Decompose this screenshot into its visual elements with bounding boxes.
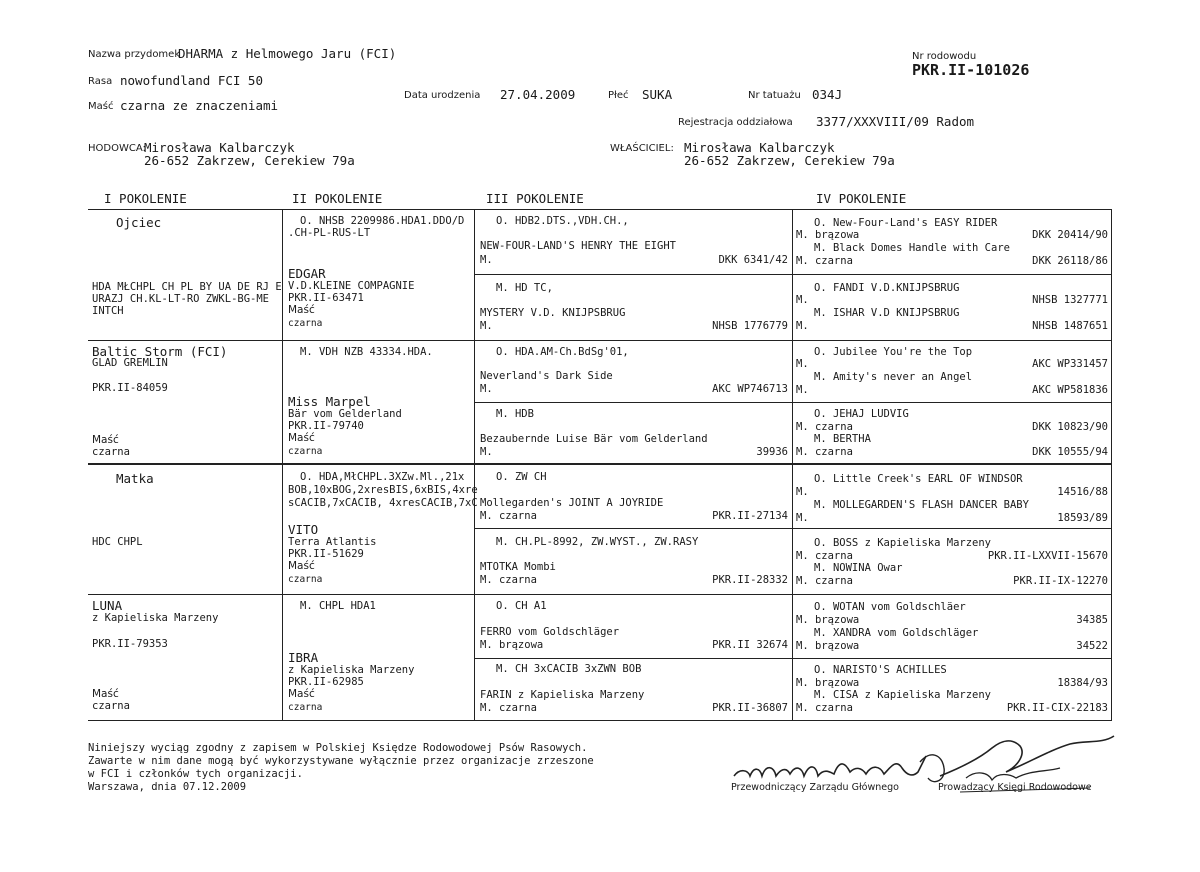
tattoo-value: 034J — [812, 87, 843, 102]
gen3-reg: PKR.II-28332 — [712, 574, 788, 586]
owner-name: Mirosława Kalbarczyk — [684, 140, 835, 155]
pedigree-no-label: Nr rodowodu — [912, 51, 977, 62]
gen4-sire-reg: 18384/93 — [1057, 677, 1108, 689]
footer-line-4: Warszawa, dnia 07.12.2009 — [88, 781, 247, 793]
mother-name: LUNA — [92, 598, 123, 613]
gen4-dam-name: M. ISHAR V.D KNIJPSBRUG — [814, 307, 960, 319]
gen3-reg: PKR.II 32674 — [712, 639, 788, 651]
signature-label-chairman: Przewodniczący Zarządu Głównego — [731, 782, 899, 793]
gen4-sire-reg: 14516/88 — [1057, 486, 1108, 498]
gen3-color: M. czarna — [480, 702, 537, 714]
father-titles-3: INTCH — [92, 305, 124, 317]
gen4-dam-color: M. czarna — [796, 255, 853, 267]
gen4-sire-name: O. New-Four-Land's EASY RIDER — [814, 217, 998, 229]
birth-label: Data urodzenia — [404, 90, 481, 101]
tattoo-label: Nr tatuażu — [748, 90, 801, 101]
gen3-titles: O. HDB2.DTS.,VDH.CH., — [496, 215, 629, 227]
gen3-name: MYSTERY V.D. KNIJPSBRUG — [480, 307, 626, 319]
father-name: Baltic Storm (FCI) — [92, 344, 228, 359]
gen3-color: M. — [480, 254, 493, 266]
gen3-titles: O. ZW CH — [496, 471, 547, 483]
gen3-titles: M. HD TC, — [496, 282, 553, 294]
footer-line-1: Niniejszy wyciąg zgodny z zapisem w Polskiej Księdze Rodowodowej Psów Rasowych. — [88, 742, 588, 754]
gen3-reg: 39936 — [756, 446, 788, 458]
gen2-titles: O. NHSB 2209986.HDA1.DDO/D — [300, 215, 465, 227]
gen4-dam-reg: PKR.II-IX-12270 — [1013, 575, 1108, 587]
gen2-color-label: Maść — [288, 688, 315, 700]
gen4-dam-reg: NHSB 1487651 — [1032, 320, 1108, 332]
father-color-label: Maść — [92, 434, 119, 446]
father-label: Ojciec — [116, 215, 162, 230]
gen2-name-2: z Kapieliska Marzeny — [288, 664, 415, 676]
gen3-name: MTOTKA Mombi — [480, 561, 556, 573]
gen4-dam-name: M. BERTHA — [814, 433, 871, 445]
gen2-color: czarna — [288, 446, 323, 457]
gen2-name: EDGAR — [288, 266, 326, 281]
father-color: czarna — [92, 446, 130, 458]
breeder-label: HODOWCA: — [88, 143, 146, 154]
mother-color: czarna — [92, 700, 130, 712]
sex-label: Płeć — [608, 90, 629, 101]
breed-value: nowofundland FCI 50 — [120, 73, 263, 88]
gen2-color-label: Maść — [288, 560, 315, 572]
mother-name-2: z Kapieliska Marzeny — [92, 612, 219, 624]
gen2-name: Miss Marpel — [288, 394, 371, 409]
gen4-sire-color: M. brązowa — [796, 614, 860, 626]
mother-color-label: Maść — [92, 688, 119, 700]
gen3-header: III POKOLENIE — [486, 191, 584, 206]
gen3-color: M. czarna — [480, 574, 537, 586]
mother-label: Matka — [116, 471, 154, 486]
gen4-sire-color: M. — [796, 486, 809, 498]
gen3-reg: AKC WP746713 — [712, 383, 788, 395]
gen3-titles: M. HDB — [496, 408, 534, 420]
signature-label-registrar: Prowadzący Księgi Rodowodowe — [938, 782, 1092, 793]
gen4-sire-color: M. czarna — [796, 421, 853, 433]
registration-value: 3377/XXXVIII/09 Radom — [816, 114, 975, 129]
gen2-name-2: Terra Atlantis — [288, 536, 377, 548]
gen4-sire-name: O. Little Creek's EARL OF WINDSOR — [814, 473, 1023, 485]
gen2-titles: M. CHPL HDA1 — [300, 600, 376, 612]
gen4-sire-name: O. WOTAN vom Goldschläer — [814, 601, 966, 613]
father-name-2: GLAD GREMLIN — [92, 357, 168, 369]
gen3-name: FARIN z Kapieliska Marzeny — [480, 689, 645, 701]
gen3-name: FERRO vom Goldschläger — [480, 626, 620, 638]
gen3-name: Mollegarden's JOINT A JOYRIDE — [480, 497, 664, 509]
gen2-titles-2: .CH-PL-RUS-LT — [288, 227, 371, 239]
gen4-dam-reg: DKK 10555/94 — [1032, 446, 1108, 458]
gen4-dam-name: M. MOLLEGARDEN'S FLASH DANCER BABY — [814, 499, 1029, 511]
gen2-color: czarna — [288, 702, 323, 713]
gen4-dam-color: M. — [796, 320, 809, 332]
gen4-sire-reg: DKK 20414/90 — [1032, 229, 1108, 241]
gen2-titles: O. HDA,MłCHPL.3XZw.Ml.,21x — [300, 471, 465, 483]
gen3-name: Neverland's Dark Side — [480, 370, 613, 382]
gen4-dam-name: M. XANDRA vom Goldschläger — [814, 627, 979, 639]
gen2-titles-2: BOB,10xBOG,2xresBIS,6xBIS,4xre — [288, 484, 478, 496]
gen2-color-label: Maść — [288, 304, 315, 316]
gen4-dam-name: M. CISA z Kapieliska Marzeny — [814, 689, 992, 701]
gen2-reg: PKR.II-79740 — [288, 420, 364, 432]
gen4-dam-name: M. Black Domes Handle with Care — [814, 242, 1010, 254]
gen3-titles: M. CH 3xCACIB 3xZWN BOB — [496, 663, 642, 675]
gen4-sire-reg: PKR.II-LXXVII-15670 — [987, 550, 1108, 562]
gen4-dam-reg: PKR.II-CIX-22183 — [1006, 702, 1108, 714]
gen2-reg: PKR.II-51629 — [288, 548, 364, 560]
gen3-titles: O. CH A1 — [496, 600, 547, 612]
gen4-dam-reg: 18593/89 — [1057, 512, 1108, 524]
owner-address: 26-652 Zakrzew, Cerekiew 79a — [684, 153, 895, 168]
gen3-titles: M. CH.PL-8992, ZW.WYST., ZW.RASY — [496, 536, 699, 548]
gen2-name: IBRA — [288, 650, 319, 665]
gen2-header: II POKOLENIE — [292, 191, 383, 206]
gen2-reg: PKR.II-62985 — [288, 676, 364, 688]
gen2-color: czarna — [288, 574, 323, 585]
breed-label: Rasa — [88, 76, 113, 87]
gen3-name: NEW-FOUR-LAND'S HENRY THE EIGHT — [480, 240, 676, 252]
gen3-reg: PKR.II-27134 — [712, 510, 788, 522]
gen2-titles-3: sCACIB,7xCACIB, 4xresCACIB,7xC — [288, 497, 478, 509]
footer-line-3: w FCI i członków tych organizacji. — [88, 768, 303, 780]
father-reg: PKR.II-84059 — [92, 382, 168, 394]
gen4-sire-name: O. JEHAJ LUDVIG — [814, 408, 909, 420]
gen4-sire-reg: AKC WP331457 — [1032, 358, 1108, 370]
gen4-sire-reg: 34385 — [1076, 614, 1108, 626]
dog-name: DHARMA z Helmowego Jaru (FCI) — [178, 46, 397, 61]
gen3-color: M. czarna — [480, 510, 537, 522]
gen3-reg: PKR.II-36807 — [712, 702, 788, 714]
gen4-header: IV POKOLENIE — [816, 191, 907, 206]
gen4-sire-color: M. — [796, 294, 809, 306]
gen3-reg: NHSB 1776779 — [712, 320, 788, 332]
gen2-name: VITO — [288, 522, 319, 537]
gen4-dam-color: M. czarna — [796, 446, 853, 458]
gen3-reg: DKK 6341/42 — [718, 254, 788, 266]
gen4-dam-color: M. czarna — [796, 575, 853, 587]
gen4-sire-color: M. czarna — [796, 550, 853, 562]
gen4-dam-color: M. — [796, 512, 809, 524]
owner-label: WŁAŚCICIEL: — [610, 143, 674, 154]
gen4-sire-name: O. BOSS z Kapieliska Marzeny — [814, 537, 992, 549]
gen3-color: M. brązowa — [480, 639, 544, 651]
birth-value: 27.04.2009 — [500, 87, 576, 102]
gen4-dam-name: M. NOWINA Owar — [814, 562, 903, 574]
gen4-dam-reg: DKK 26118/86 — [1032, 255, 1108, 267]
gen2-reg: PKR.II-63471 — [288, 292, 364, 304]
gen4-sire-color: M. brązowa — [796, 229, 860, 241]
breeder-name: Mirosława Kalbarczyk — [144, 140, 295, 155]
signature-strokes — [730, 728, 1130, 808]
gen4-dam-color: M. czarna — [796, 702, 853, 714]
gen4-sire-name: O. NARISTO'S ACHILLES — [814, 664, 947, 676]
sex-value: SUKA — [642, 87, 673, 102]
father-titles-2: URAZJ CH.KL-LT-RO ZWKL-BG-ME — [92, 293, 270, 305]
gen4-dam-color: M. — [796, 384, 809, 396]
color-label: Maść — [88, 101, 114, 112]
gen2-name-2: V.D.KLEINE COMPAGNIE — [288, 280, 415, 292]
pedigree-no: PKR.II-101026 — [912, 61, 1030, 79]
gen4-sire-color: M. brązowa — [796, 677, 860, 689]
gen2-color-label: Maść — [288, 432, 315, 444]
gen4-dam-reg: AKC WP581836 — [1032, 384, 1108, 396]
gen4-sire-name: O. Jubilee You're the Top — [814, 346, 973, 358]
gen2-color: czarna — [288, 318, 323, 329]
mother-reg: PKR.II-79353 — [92, 638, 168, 650]
mother-titles: HDC CHPL — [92, 536, 143, 548]
gen1-header: I POKOLENIE — [104, 191, 187, 206]
footer-line-2: Zawarte w nim dane mogą być wykorzystywane wyłącznie przez organizacje zrzeszone — [88, 755, 594, 767]
gen4-dam-reg: 34522 — [1076, 640, 1108, 652]
color-value: czarna ze znaczeniami — [120, 98, 279, 113]
gen4-sire-reg: NHSB 1327771 — [1032, 294, 1108, 306]
gen4-dam-color: M. brązowa — [796, 640, 860, 652]
gen2-name-2: Bär vom Gelderland — [288, 408, 402, 420]
name-label: Nazwa przydomek — [88, 49, 181, 60]
gen4-dam-name: M. Amity's never an Angel — [814, 371, 973, 383]
breeder-address: 26-652 Zakrzew, Cerekiew 79a — [144, 153, 355, 168]
gen3-color: M. — [480, 320, 493, 332]
gen3-color: M. — [480, 383, 493, 395]
gen4-sire-color: M. — [796, 358, 809, 370]
gen3-color: M. — [480, 446, 493, 458]
registration-label: Rejestracja oddziałowa — [678, 117, 793, 128]
gen3-titles: O. HDA.AM-Ch.BdSg'01, — [496, 346, 629, 358]
gen4-sire-name: O. FANDI V.D.KNIJPSBRUG — [814, 282, 960, 294]
gen2-titles: M. VDH NZB 43334.HDA. — [300, 346, 433, 358]
father-titles-1: HDA MŁCHPL CH PL BY UA DE RJ E — [92, 281, 282, 293]
gen3-name: Bezaubernde Luise Bär vom Gelderland — [480, 433, 708, 445]
gen4-sire-reg: DKK 10823/90 — [1032, 421, 1108, 433]
